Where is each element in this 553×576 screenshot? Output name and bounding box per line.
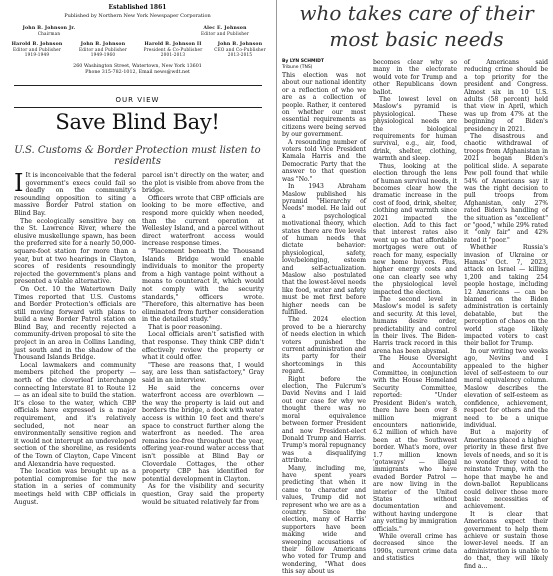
paragraph: parcel isn't directly on the water, and the plot is visible from above from the bridge. xyxy=(142,172,264,195)
paragraph: But a majority of Americans placed a higher priority in these first five levels of needs, and so it is no wonder they voted to reinstate Trump, with the hope that maybe he and down-ballot Republicans could deliver those more basic necessities of achievement. xyxy=(464,429,548,511)
byline xyxy=(282,59,324,70)
byline-source: Tribune (TNS) xyxy=(282,64,313,70)
paragraph: Officers wrote that CBP officials are looking to be more effective, and respond more quickly when needed, than the current operation at Wellesley Island, and a parcel without direct waterfront access would increase response times. xyxy=(142,194,264,248)
paragraph: "These are reasons that, I would say, are less than satisfactory," Gray said in an interview. xyxy=(142,361,264,385)
paragraph: Right before the election, The Fulcrum's David Nevins and I laid out our case for why we thought there was no moral equivalence between former President and now President-elect Donald Trump and Harris. Trump's moral repugnancy was a disqualifying attribute. xyxy=(282,375,366,465)
paragraph: This election was not about our national identity or a reflection of who we are as a collection of people. Rather, it centered on whether our most essential requirements as citizens were being served by our government. xyxy=(282,72,366,139)
paragraph: Whether Russia's invasion of Ukraine or Hamas' Oct. 7, 2023, attack on Israel — killing 1,200 and taking 254 people hostage, including 12 Americans — can be blamed on the Biden administration is certainly debatable, but the perception of chaos on the world stage likely impacted voters to cast their ballot for Trump. xyxy=(464,244,548,348)
masthead-years: 2013-2015 xyxy=(227,52,253,58)
masthead-role: Editor and Publisher xyxy=(78,47,128,53)
paragraph: of Americans said reducing crime should be a top priority for the president and Congress. Almost six in 10 U.S. adults (58 percent) held that view in April, which was up from 47% at the beginning of Biden's presidency in 2021. xyxy=(464,59,548,133)
paragraph: It is clear that Americans expect their government to help them achieve or sustain those lower-level needs. If an administration is unable to do that, they will likely find a... xyxy=(464,510,548,570)
masthead-role: Editor and Publisher xyxy=(200,31,250,37)
headline-line-2: most basic needs xyxy=(329,27,504,51)
masthead-years: 1919-1949 xyxy=(24,52,50,58)
masthead-entry xyxy=(6,41,68,58)
paragraph: The location was brought up as a potential compromise for the new station in a series of community meetings held with CBP officials in August. xyxy=(14,468,136,506)
paragraph: Thus, looking at the election through the lens of human survival needs, it becomes clear how the dramatic increase in the cost of food, drink, shelter, clothing and warmth since 2021 impacted the election. Add to this fact that interest rates also went up so that affordable mortgages were out of reach for many, especially new home buyers. Plus, higher energy costs and one can clearly see why the physiological level impacted the election. xyxy=(373,162,457,296)
masthead-years: 1949-1960 xyxy=(90,52,116,58)
publisher-line: Published by Northern New York Newspaper Corporation xyxy=(64,13,211,19)
paragraph: becomes clear why so many in the electorate would vote for Trump and other Republicans down ballot. xyxy=(373,59,457,96)
paragraph: "Placement beneath the Thousand Islands Bridge would enable individuals to monitor the property from a high vantage point without a means to counteract it, which would not comply with the security standards," officers wrote. "Therefore, this alternative has been eliminated from further consideration in the detailed study." xyxy=(142,247,264,324)
masthead-name: Harold B. Johnson II xyxy=(144,42,202,47)
divider-rule xyxy=(14,107,262,108)
headline-line-1: who takes care of their xyxy=(299,1,534,25)
opinion-column-2 xyxy=(373,59,457,563)
paragraph: As for the visibility and security question, Gray said the property would be situated relatively far from xyxy=(142,483,264,506)
masthead-name: Alec E. Johnson xyxy=(203,26,247,31)
editorial-page xyxy=(0,0,275,506)
paragraph: Local lawmakers and community members pitched the property — north of the cloverleaf interchange connecting Interstate 81 to Route 12 — as an ideal site to build the station. It's close to the water, which CBP officials have expressed is a major requirement, and it's relatively secluded, not near an environmentally sensitive region and it would not interrupt an undeveloped section of the shoreline, as residents of the Town of Clayton, Cape Vincent and Alexandria have requested. xyxy=(14,361,136,468)
paragraph: In our writing two weeks ago, Nevins and I appealed to the higher level of self-esteem to our moral equivalency column. Maslow describes the elevation of self-esteem as confidence, achievement, respect for others and the need to be a unique individual. xyxy=(464,347,548,429)
paragraph: That is poor reasoning. xyxy=(148,323,223,331)
masthead-role: CEO and Co-Publisher xyxy=(214,47,266,53)
opinion-column-1 xyxy=(282,72,366,576)
paragraph: The ecologically sensitive bay on the St. Lawrence River, where the elusive muskellunge spawn, has been the preferred site for a nearly 50,000-square-foot station for more than a year, but at two hearings in Clayton, scores of residents resoundingly rejected the government's plans and presented a viable alternative. xyxy=(14,217,136,286)
paragraph: Many, including me, have spent years predicting that when it came to character and values, Trump did not represent who we are as a country. Since the election, many of Harris' supporters have been making wide and sweeping accusations of their fellow Americans who voted for Trump and wondering, "What does this say about us xyxy=(282,464,366,576)
opinion-headline xyxy=(280,0,553,52)
paragraph: He said the concerns over waterfront access are overblown — the way the property is laid out and borders the bridge, a dock with water access is within 10 feet and there's space to construct further along the waterfront as needed. The area remains ice-free throughout the year, offering year-round water access that isn't possible at Blind Bay or Cloverdale Cottages, the other property CBP has identified for potential development in Clayton. xyxy=(142,384,264,483)
address-line: 260 Washington Street, Watertown, New York 13601 xyxy=(73,64,202,69)
masthead-entry xyxy=(14,25,84,36)
paragraph: In 1943 Abraham Maslow published his pyramid "Hierarchy of Needs" model. He laid out a psychological motivational theory, which states there are five levels of human needs that dictate behavior: physiological, safety, love/belonging, esteem and self-actualization. Maslow also postulated that the lowest-level needs like food, water and safety must be met first before higher needs can be fulfilled. xyxy=(282,183,366,316)
section-kicker: OUR VIEW xyxy=(115,96,160,104)
opinion-page xyxy=(280,0,553,576)
masthead-entry xyxy=(208,41,272,58)
paragraph: The second level in Maslow's model is safety and security. At this level, humans desire order, predictability and control in their lives. The Biden-Harris track record in this arena has been abysmal. xyxy=(373,296,457,355)
masthead-name: Harold B. Johnson xyxy=(11,42,63,47)
opinion-column-3 xyxy=(464,59,548,570)
paragraph: While overall crime has decreased since the 1990s, current crime data and statistics xyxy=(373,533,457,563)
editorial-headline: Save Blind Bay! xyxy=(55,110,220,134)
paragraph: The disastrous and chaotic withdrawal of troops from Afghanistan in 2021 began Biden's political slide. A separate Pew poll found that while 54% of Americans say it was the right decision to pull troops from Afghanistan, only 27% rated Biden's handling of the situation as "excellent" or "good," while 29% rated it "only fair" and 42% rated it "poor." xyxy=(464,133,548,244)
paragraph: A resounding number of voters told Vice President Kamala Harris and the Democratic Party that the answer to that question was "No." xyxy=(282,138,366,183)
masthead-entry xyxy=(140,41,206,58)
page-divider xyxy=(276,0,277,500)
paragraph: The House Oversight and Accountability Committee, in conjunction with the House Homeland Security Committee, reported: "Under President Biden's watch, there have been over 8 million migrant encounters nationwide, 6.2 million of which have been at the Southwest border. What's more, over 1.7 million known 'gotaways' — illegal immigrants who have evaded Border Patrol — are now living in the interior of the United States without documentation and without having undergone any vetting by immigration officials." xyxy=(373,355,457,533)
paragraph: I It is inconceivable that the federal government's execs could fail so deafly on the community's resounding opposition to siting a massive Border Patrol station on Blind Bay. xyxy=(14,169,136,217)
masthead-name: John B. Johnson xyxy=(217,42,263,47)
paragraph: On Oct. 10 the Watertown Daily Times reported that U.S. Customs and Border Protection's officials are still moving forward with plans to build a new Border Patrol station on Blind Bay, and recently rejected a community-driven proposal to site the project in an area in Collins Landing, just south and in the shadow of the Thousand Islands Bridge. xyxy=(14,285,136,362)
editorial-column-2 xyxy=(142,172,264,506)
masthead-name: John B. Johnson Jr. xyxy=(22,26,76,31)
masthead-role: Editor and Publisher xyxy=(12,47,62,53)
masthead-years: 2001-2013 xyxy=(160,52,186,58)
paragraph: Local officials aren't satisfied with that response. They think CBP didn't effectively review the property or what it could offer. xyxy=(142,331,264,362)
editorial-subhead: U.S. Customs & Border Protection must listen to residents xyxy=(14,145,261,167)
masthead-entry xyxy=(190,25,260,36)
masthead-name: John B. Johnson xyxy=(80,42,126,47)
paragraph: The 2024 election proved to be a hierarchy of needs election in which voters punished the current administration and its party for their shortcomings in this regard. xyxy=(282,316,366,376)
editorial-column-1 xyxy=(14,169,136,506)
established-line: Established 1861 xyxy=(108,4,167,11)
byline-name: By LYN SCHMIDT xyxy=(282,59,324,64)
masthead-role: Chairman xyxy=(37,31,61,37)
divider-rule xyxy=(14,85,262,86)
masthead-role: President & Co-Publisher xyxy=(143,47,203,53)
contact-line: Phone 315-782-1012, Email news@wdt.net xyxy=(85,70,190,75)
paragraph: The lowest level on Maslow's pyramid is physiological. These physiological needs are the biological requirements for human survival, e.g., air, food, drink, shelter, clothing, warmth and sleep. xyxy=(373,96,457,163)
address-block xyxy=(0,64,275,76)
masthead-entry xyxy=(72,41,134,58)
